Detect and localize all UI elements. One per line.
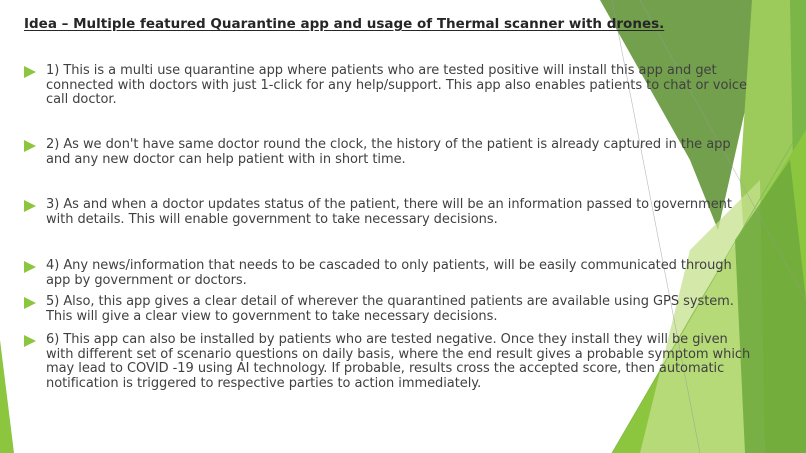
bullet-item-6	[24, 333, 754, 391]
bullet-text: 6) This app can also be installed by patients who are tested negative. Once they install they will be given with different set of scenario questions on daily basis, where the end result gives a probable symptom which may lead to COVID -19 using AI technology. If probable, results cross the accepted score, then automatic notification is triggered to respective parties to action immediately.	[46, 332, 751, 391]
triangle-bullet-icon	[24, 297, 46, 311]
bullet-text: 3) As and when a doctor updates status of the patient, there will be an information passed to government with details. This will enable government to take necessary decisions.	[46, 197, 732, 227]
bullet-item-4	[24, 259, 754, 288]
triangle-bullet-icon	[24, 200, 46, 214]
triangle-bullet-icon	[24, 140, 46, 154]
left-edge-facet	[0, 340, 14, 453]
triangle-bullet-icon	[24, 335, 46, 349]
bullet-text: 5) Also, this app gives a clear detail of wherever the quarantined patients are available using GPS system. This will give a clear view to government to take necessary decisions.	[46, 294, 734, 324]
bullet-text: 1) This is a multi use quarantine app where patients who are tested positive will install this app and get connected with doctors with just 1-click for any help/support. This app also enables patients to chat or voice call doctor.	[46, 63, 747, 107]
bullet-item-5	[24, 295, 754, 324]
triangle-bullet-icon	[24, 261, 46, 275]
bullet-text: 4) Any news/information that needs to be cascaded to only patients, will be easily communicated through app by government or doctors.	[46, 258, 732, 288]
slide-title: Idea – Multiple featured Quarantine app and usage of Thermal scanner with drones.	[24, 16, 665, 32]
bullet-text: 2) As we don't have same doctor round the clock, the history of the patient is already captured in the app and any new doctor can help patient with in short time.	[46, 137, 731, 167]
triangle-bullet-icon	[24, 66, 46, 80]
bullet-item-3	[24, 198, 754, 227]
bullet-item-2	[24, 138, 754, 167]
bullet-item-1	[24, 64, 754, 108]
